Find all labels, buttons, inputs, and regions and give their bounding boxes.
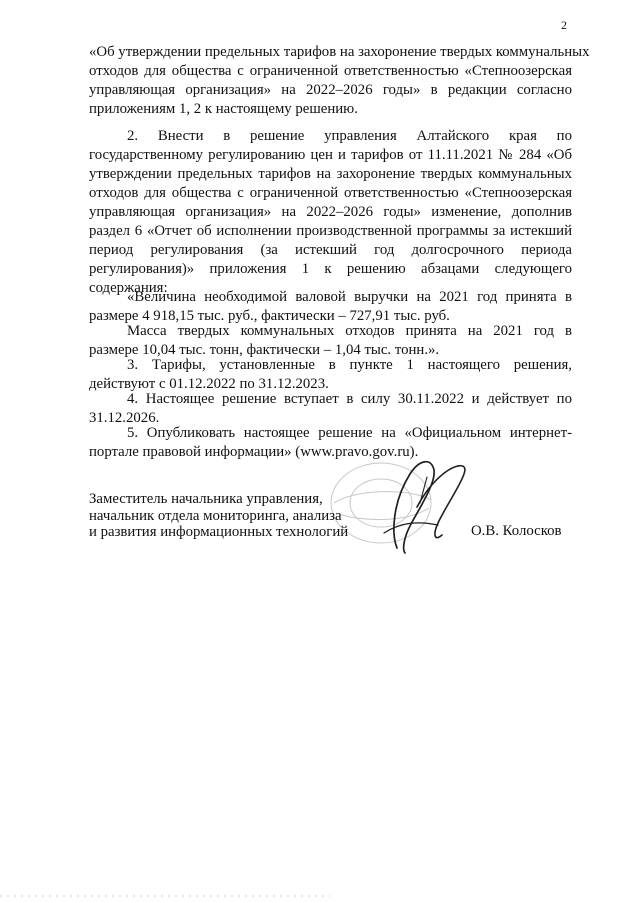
text-line: 4. Настоящее решение вступает в силу 30.11.2022 и действует по — [127, 391, 572, 407]
text-line: регулирования)» приложения 1 к решению абзацами следующего — [89, 261, 572, 277]
text-line: период регулирования (за истекший год долгосрочного периода — [89, 242, 572, 258]
paragraph-item-2 — [89, 127, 572, 298]
text-line: раздел 6 «Отчет об исполнении производственной программы за истекший — [89, 223, 572, 239]
text-line: приложениям 1, 2 к настоящему решению. — [89, 101, 358, 117]
text-line: «Величина необходимой валовой выручки на 2021 год принята в — [127, 289, 572, 305]
text-line: управляющая организация» на 2022–2026 годы» в редакции согласно — [89, 82, 572, 98]
text-line: отходов для общества с ограниченной ответственностью «Степноозерская — [89, 185, 572, 201]
text-line: 31.12.2026. — [89, 410, 160, 426]
paragraph-continuation — [89, 43, 590, 119]
text-line: 5. Опубликовать настоящее решение на «Официальном интернет- — [127, 425, 572, 441]
page-number: 2 — [561, 18, 567, 32]
quoted-paragraph-revenue — [89, 288, 572, 326]
signatory-name: О.В. Колосков — [471, 523, 562, 539]
text-line: «Об утверждении предельных тарифов на захоронение твердых коммунальных — [89, 44, 590, 60]
signature-position-line: начальник отдела мониторинга, анализа — [89, 507, 342, 524]
text-line: размере 4 918,15 тыс. руб., фактически – 727,91 тыс. руб. — [89, 308, 450, 324]
text-line: государственному регулированию цен и тарифов от 11.11.2021 № 284 «Об — [89, 147, 572, 163]
text-line: 2. Внести в решение управления Алтайского края по — [127, 128, 572, 144]
text-line: 3. Тарифы, установленные в пункте 1 настоящего решения, — [127, 357, 572, 373]
scan-noise-line — [0, 895, 330, 897]
text-line: содержания: — [89, 280, 168, 296]
signature-position-line: Заместитель начальника управления, — [89, 491, 323, 507]
signature-position-line: и развития информационных технологий — [89, 524, 349, 540]
paragraph-item-4 — [89, 390, 572, 428]
text-line: Масса твердых коммунальных отходов принята на 2021 год в — [127, 323, 572, 339]
text-line: управляющая организация» на 2022–2026 годы» изменение, дополнив — [89, 204, 572, 220]
signature-position — [89, 491, 359, 541]
text-line: портале правовой информации» (www.pravo.gov.ru). — [89, 444, 419, 460]
paragraph-item-3 — [89, 356, 572, 394]
text-line: размере 10,04 тыс. тонн, фактически – 1,04 тыс. тонн.». — [89, 342, 440, 358]
text-line: утверждении предельных тарифов на захоронение твердых коммунальных — [89, 166, 572, 182]
text-line: действуют с 01.12.2022 по 31.12.2023. — [89, 376, 329, 392]
text-line: отходов для общества с ограниченной ответственностью «Степноозерская — [89, 63, 572, 79]
quoted-paragraph-waste-mass — [89, 322, 572, 360]
